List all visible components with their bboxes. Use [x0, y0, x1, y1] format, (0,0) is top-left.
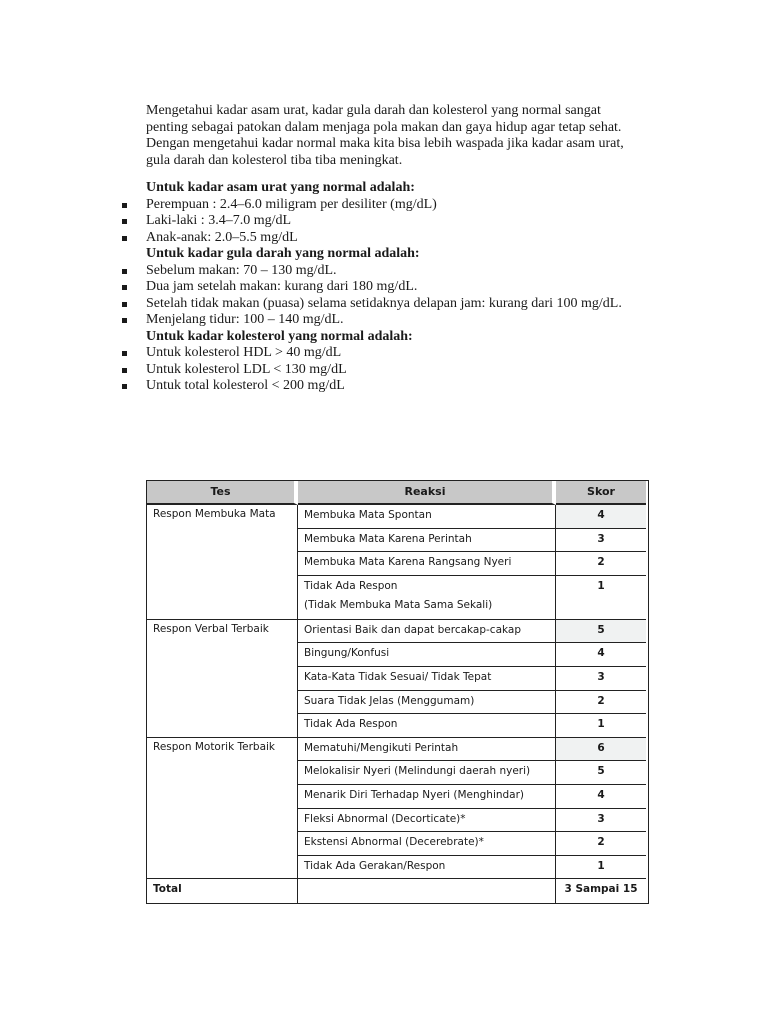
reaction-text: Orientasi Baik dan dapat bercakap-cakap [304, 623, 522, 636]
bullet-icon [122, 384, 127, 389]
reaction-cell [298, 761, 556, 785]
intro-line: gula darah dan kolesterol tiba tiba meningkat. [146, 152, 403, 168]
score-cell: 5 [556, 761, 646, 785]
intro-line: Dengan mengetahui kadar normal maka kita bisa lebih waspada jika kadar asam urat, [146, 136, 624, 151]
list-item: Untuk kolesterol HDL > 40 mg/dL [146, 345, 666, 362]
section-gula-darah [146, 246, 666, 329]
reaction-text: Mematuhi/Mengikuti Perintah [304, 741, 459, 754]
test-name-cell: Respon Motorik Terbaik [147, 738, 298, 880]
list-item: Dua jam setelah makan: kurang dari 180 mg/dL. [146, 279, 666, 296]
score-cell: 2 [556, 691, 646, 715]
table-group [147, 505, 648, 620]
bullet-icon [122, 285, 127, 290]
list-item: Menjelang tidur: 100 – 140 mg/dL. [146, 312, 666, 329]
bullet-icon [122, 351, 127, 356]
reaction-cell [298, 505, 556, 529]
reaction-cell [298, 809, 556, 833]
score-cell: 1 [556, 856, 646, 880]
score-cell: 4 [556, 785, 646, 809]
total-label: Total [147, 879, 298, 903]
score-cell: 6 [556, 738, 646, 762]
reaction-cell [298, 738, 556, 762]
header-skor: Skor [556, 481, 646, 505]
score-cell: 1 [556, 714, 646, 738]
score-cell: 3 [556, 809, 646, 833]
table-group [147, 738, 648, 880]
reaction-cell [298, 667, 556, 691]
reaction-cell [298, 576, 556, 620]
reaction-cell [298, 691, 556, 715]
intro-line: penting sebagai patokan dalam menjaga pola makan dan gaya hidup agar tetap sehat. [146, 119, 622, 135]
score-cell: 5 [556, 620, 646, 644]
bullet-icon [122, 269, 127, 274]
bullet-icon [122, 302, 127, 307]
score-cell: 1 [556, 576, 646, 620]
score-cell: 3 [556, 529, 646, 553]
test-name-cell: Respon Membuka Mata [147, 505, 298, 620]
bullet-icon [122, 318, 127, 323]
reaction-cell [298, 785, 556, 809]
reaction-text-line2: (Tidak Membuka Mata Sama Sekali) [304, 598, 493, 611]
bullet-list [146, 197, 666, 247]
header-tes: Tes [147, 481, 298, 505]
reaction-cell [298, 856, 556, 880]
score-cell: 3 [556, 667, 646, 691]
list-item: Perempuan : 2.4–6.0 miligram per desiliter (mg/dL) [146, 197, 666, 214]
section-heading: Untuk kadar asam urat yang normal adalah: [146, 180, 415, 195]
intro-line: Mengetahui kadar asam urat, kadar gula darah dan kolesterol yang normal sangat [146, 103, 601, 118]
list-item: Setelah tidak makan (puasa) selama setidaknya delapan jam: kurang dari 100 mg/dL. [146, 296, 666, 313]
score-cell: 4 [556, 643, 646, 667]
total-value: 3 Sampai 15 [564, 883, 638, 896]
list-item: Untuk kolesterol LDL < 130 mg/dL [146, 362, 666, 379]
reaction-text: Bingung/Konfusi [304, 647, 390, 660]
list-item: Anak-anak: 2.0–5.5 mg/dL [146, 230, 666, 247]
bullet-icon [122, 368, 127, 373]
section-heading: Untuk kadar kolesterol yang normal adalah: [146, 328, 413, 344]
reaction-text: Melokalisir Nyeri (Melindungi daerah nyeri) [304, 765, 531, 778]
reaction-text: Tidak Ada Respon [304, 718, 398, 731]
reaction-text: Membuka Mata Spontan [304, 509, 432, 521]
document-body [146, 103, 666, 395]
reaction-text: Membuka Mata Karena Perintah [304, 532, 472, 545]
section-asam-urat [146, 180, 666, 246]
score-cell: 4 [556, 505, 646, 529]
bullet-icon [122, 236, 127, 241]
gcs-table [146, 480, 649, 904]
bullet-icon [122, 203, 127, 208]
total-empty [298, 879, 556, 903]
reaction-text: Membuka Mata Karena Rangsang Nyeri [304, 556, 512, 569]
reaction-cell [298, 714, 556, 738]
reaction-text: Tidak Ada Respon [304, 579, 398, 592]
table-body [147, 505, 648, 903]
list-item: Untuk total kolesterol < 200 mg/dL [146, 378, 666, 395]
reaction-cell [298, 832, 556, 856]
list-item: Laki-laki : 3.4–7.0 mg/dL [146, 213, 666, 230]
reaction-text: Suara Tidak Jelas (Menggumam) [304, 694, 475, 707]
table-header-row [147, 481, 648, 505]
test-name-cell: Respon Verbal Terbaik [147, 620, 298, 738]
reaction-cell [298, 620, 556, 644]
reaction-text: Menarik Diri Terhadap Nyeri (Menghindar) [304, 788, 525, 801]
total-row [147, 879, 648, 903]
intro-paragraph [146, 103, 666, 169]
bullet-list [146, 263, 666, 329]
header-reaksi: Reaksi [298, 481, 556, 505]
list-item: Sebelum makan: 70 – 130 mg/dL. [146, 263, 666, 280]
bullet-list [146, 345, 666, 395]
reaction-text: Tidak Ada Gerakan/Respon [304, 859, 446, 872]
score-cell: 2 [556, 832, 646, 856]
section-kolesterol [146, 329, 666, 395]
bullet-icon [122, 219, 127, 224]
reaction-cell [298, 643, 556, 667]
reaction-cell [298, 552, 556, 576]
reaction-text: Kata-Kata Tidak Sesuai/ Tidak Tepat [304, 670, 492, 683]
reaction-text: Ekstensi Abnormal (Decerebrate)* [304, 836, 484, 849]
table-group [147, 620, 648, 738]
section-heading: Untuk kadar gula darah yang normal adalah: [146, 246, 420, 261]
score-cell: 2 [556, 552, 646, 576]
reaction-text: Fleksi Abnormal (Decorticate)* [304, 812, 466, 825]
reaction-cell [298, 529, 556, 553]
